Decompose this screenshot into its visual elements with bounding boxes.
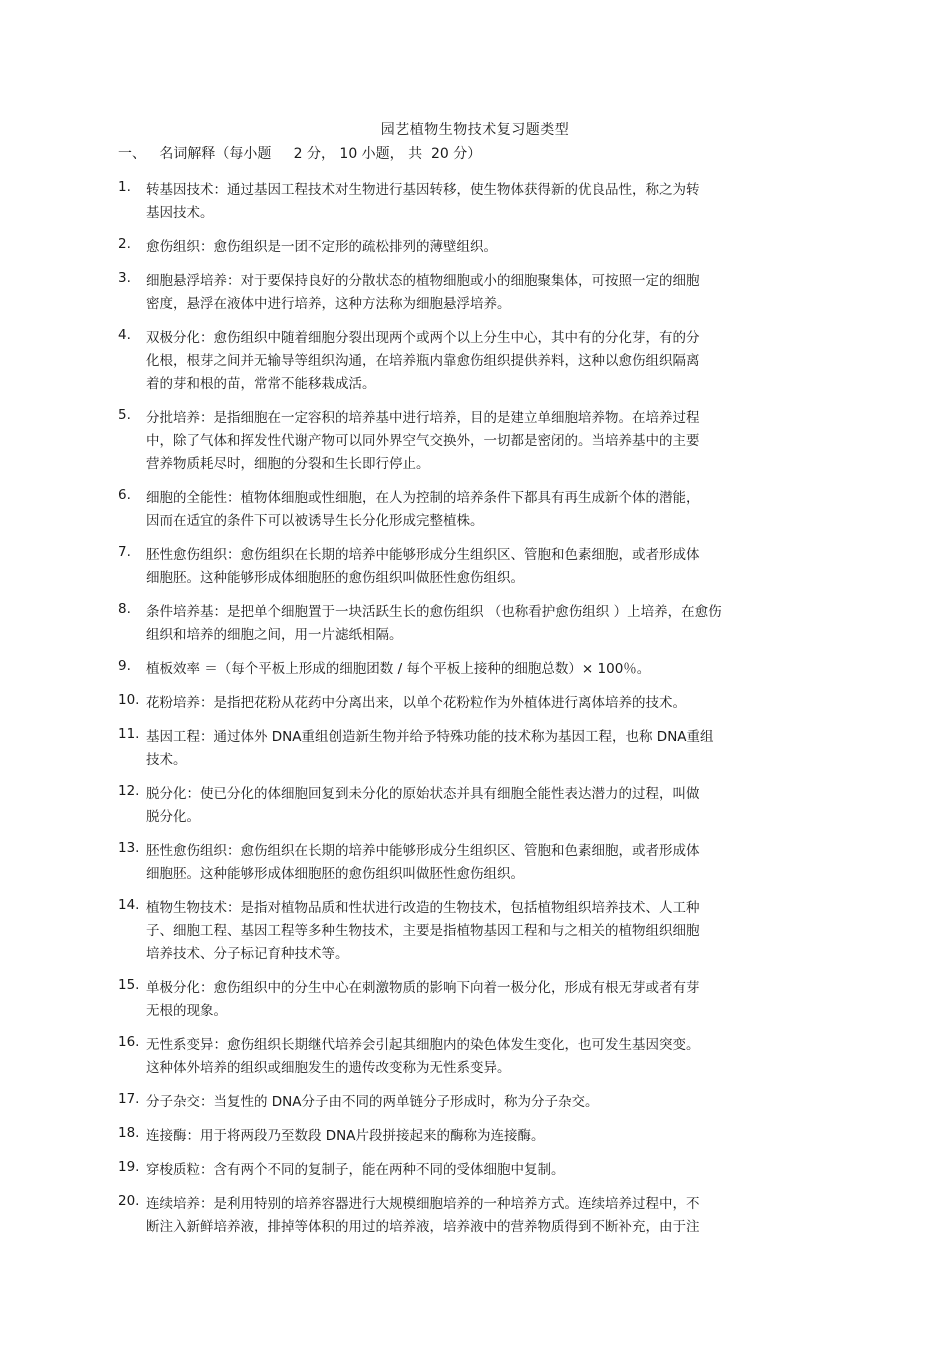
page-title: 园艺植物生物技术复习题类型 (380, 122, 570, 138)
item-text: 植板效率 ＝（每个平板上形成的细胞团数 / 每个平板上接种的细胞总数）× 100％。 (146, 661, 651, 677)
item-number: 19. (118, 1159, 140, 1175)
item-text: 分子杂交：当复性的 DNA分子由不同的两单链分子形成时，称为分子杂交。 (146, 1094, 599, 1110)
item-number: 12. (118, 783, 140, 799)
list-item (118, 1193, 838, 1239)
item-number: 9. (118, 658, 131, 674)
item-text: 条件培养基：是把单个细胞置于一块活跃生长的愈伤组织 （也称看护愈伤组织 ）上培养，在愈伤 组织和培养的细胞之间，用一片滤纸相隔。 (146, 604, 722, 643)
definition-list (118, 179, 838, 1250)
list-item (118, 327, 838, 396)
item-number: 1. (118, 179, 131, 195)
item-number: 6. (118, 487, 131, 503)
item-number: 20. (118, 1193, 140, 1209)
item-number: 3. (118, 270, 131, 286)
item-number: 4. (118, 327, 131, 343)
list-item (118, 270, 838, 316)
item-number: 11. (118, 726, 140, 742)
list-item (118, 601, 838, 647)
item-text: 双极分化：愈伤组织中随着细胞分裂出现两个或两个以上分生中心，其中有的分化芽，有的分 化根，根芽之间并无输导等组织沟通，在培养瓶内靠愈伤组织提供养料，这种以愈伤组织隔离 着的芽和根的苗，常常不能移栽成活。 (146, 330, 700, 392)
list-item (118, 407, 838, 476)
list-item (118, 897, 838, 966)
item-number: 18. (118, 1125, 140, 1141)
list-item (118, 1034, 838, 1080)
item-number: 7. (118, 544, 131, 560)
item-text: 分批培养：是指细胞在一定容积的培养基中进行培养，目的是建立单细胞培养物。在培养过程 中，除了气体和挥发性代谢产物可以同外界空气交换外，一切都是密闭的。当培养基中的主要 营养物质耗尽时，细胞的分裂和生长即行停止。 (146, 410, 700, 472)
item-number: 17. (118, 1091, 140, 1107)
item-text: 基因工程：通过体外 DNA重组创造新生物并给予特殊功能的技术称为基因工程，也称 DNA重组 技术。 (146, 729, 714, 768)
list-item (118, 1159, 838, 1182)
list-item (118, 692, 838, 715)
item-text: 细胞的全能性：植物体细胞或性细胞，在人为控制的培养条件下都具有再生成新个体的潜能， 因而在适宜的条件下可以被诱导生长分化形成完整植株。 (146, 490, 700, 529)
item-text: 植物生物技术：是指对植物品质和性状进行改造的生物技术，包括植物组织培养技术、人工种 子、细胞工程、基因工程等多种生物技术，主要是指植物基因工程和与之相关的植物组织细胞 培养技术、分子标记育种技术等。 (146, 900, 700, 962)
list-item (118, 977, 838, 1023)
item-number: 16. (118, 1034, 140, 1050)
item-text: 细胞悬浮培养：对于要保持良好的分散状态的植物细胞或小的细胞聚集体，可按照一定的细胞 密度，悬浮在液体中进行培养，这种方法称为细胞悬浮培养。 (146, 273, 700, 312)
item-number: 15. (118, 977, 140, 993)
item-number: 14. (118, 897, 140, 913)
item-number: 8. (118, 601, 131, 617)
item-number: 5. (118, 407, 131, 423)
item-text: 愈伤组织：愈伤组织是一团不定形的疏松排列的薄壁组织。 (146, 239, 497, 255)
item-text: 穿梭质粒：含有两个不同的复制子，能在两种不同的受体细胞中复制。 (146, 1162, 565, 1178)
section-heading: 一、 名词解释（每小题 2 分， 10 小题， 共 20 分） (118, 146, 482, 162)
item-text: 花粉培养：是指把花粉从花药中分离出来，以单个花粉粒作为外植体进行离体培养的技术。 (146, 695, 686, 711)
item-text: 胚性愈伤组织：愈伤组织在长期的培养中能够形成分生组织区、管胞和色素细胞，或者形成体 细胞胚。这种能够形成体细胞胚的愈伤组织叫做胚性愈伤组织。 (146, 547, 700, 586)
list-item (118, 1091, 838, 1114)
item-text: 转基因技术：通过基因工程技术对生物进行基因转移，使生物体获得新的优良品性，称之为转 基因技术。 (146, 182, 700, 221)
item-text: 连续培养：是利用特别的培养容器进行大规模细胞培养的一种培养方式。连续培养过程中，不 断注入新鲜培养液，排掉等体积的用过的培养液，培养液中的营养物质得到不断补充，由于注 (146, 1196, 700, 1235)
item-text: 单极分化：愈伤组织中的分生中心在刺激物质的影响下向着一极分化，形成有根无芽或者有芽 无根的现象。 (146, 980, 700, 1019)
list-item (118, 840, 838, 886)
list-item (118, 658, 838, 681)
item-number: 2. (118, 236, 131, 252)
list-item (118, 544, 838, 590)
item-text: 脱分化：使已分化的体细胞回复到未分化的原始状态并具有细胞全能性表达潜力的过程，叫做 脱分化。 (146, 786, 700, 825)
list-item (118, 726, 838, 772)
item-text: 胚性愈伤组织：愈伤组织在长期的培养中能够形成分生组织区、管胞和色素细胞，或者形成体 细胞胚。这种能够形成体细胞胚的愈伤组织叫做胚性愈伤组织。 (146, 843, 700, 882)
item-number: 13. (118, 840, 140, 856)
item-text: 无性系变异：愈伤组织长期继代培养会引起其细胞内的染色体发生变化，也可发生基因突变。 这种体外培养的组织或细胞发生的遗传改变称为无性系变异。 (146, 1037, 700, 1076)
list-item (118, 783, 838, 829)
item-text: 连接酶：用于将两段乃至数段 DNA片段拼接起来的酶称为连接酶。 (146, 1128, 545, 1144)
list-item (118, 179, 838, 225)
list-item (118, 1125, 838, 1148)
list-item (118, 236, 838, 259)
item-number: 10. (118, 692, 140, 708)
list-item (118, 487, 838, 533)
